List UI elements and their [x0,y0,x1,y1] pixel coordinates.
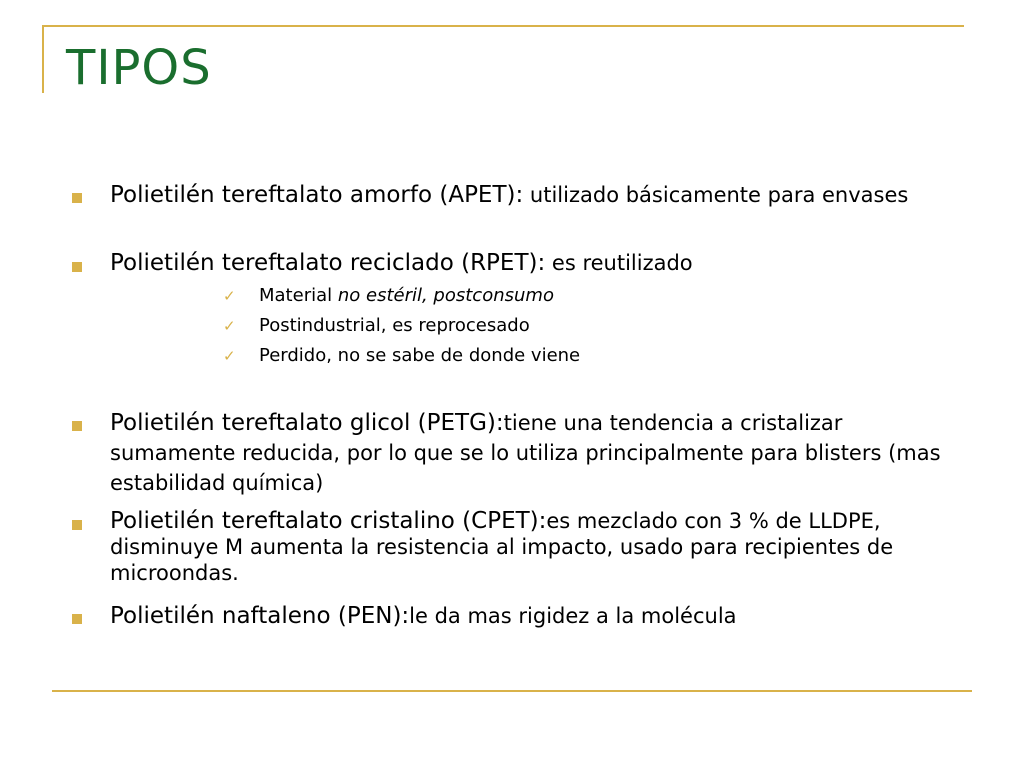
item-heading: Polietilén tereftalato cristalino (CPET): [110,508,547,534]
left-rule [42,25,44,93]
list-item [110,182,970,208]
item-text: es mezclado con 3 % de LLDPE, disminuye M aumenta la resistencia al impacto, usado para recipientes de microondas. [110,509,894,585]
checkmark-icon: ✓ [223,317,236,335]
item-text: es reutilizado [545,251,693,275]
checkmark-icon: ✓ [223,347,236,365]
item-text: le da mas rigidez a la molécula [409,604,737,628]
item-text: tiene una tendencia a cristalizar sumamente reducida, por lo que se lo utiliza principalmente para blisters (mas estabilidad química) [110,411,941,495]
sub-item-text: Postindustrial, es reprocesado [259,315,530,336]
sub-item-text: Perdido, no se sabe de donde viene [259,345,581,366]
sub-list-item [223,314,530,338]
square-bullet-icon [72,614,82,624]
item-heading: Polietilén tereftalato glicol (PETG): [110,410,504,436]
item-heading: Polietilén tereftalato amorfo (APET): [110,182,524,208]
square-bullet-icon [72,193,82,203]
list-item [110,408,970,498]
sub-item-text: Material [259,285,333,306]
sub-list-item [223,344,580,368]
item-heading: Polietilén naftaleno (PEN): [110,603,410,629]
bottom-rule [52,690,972,692]
list-item [110,603,970,629]
square-bullet-icon [72,520,82,530]
square-bullet-icon [72,421,82,431]
item-text: utilizado básicamente para envases [523,183,909,207]
item-heading: Polietilén tereftalato reciclado (RPET): [110,250,546,276]
checkmark-icon: ✓ [223,287,236,305]
square-bullet-icon [72,262,82,272]
slide-title: TIPOS [66,40,212,96]
list-item [110,508,970,586]
sub-item-italic-text: no estéril, postconsumo [337,285,554,306]
list-item [110,250,970,276]
top-rule [42,25,964,27]
sub-list-item [223,284,554,308]
